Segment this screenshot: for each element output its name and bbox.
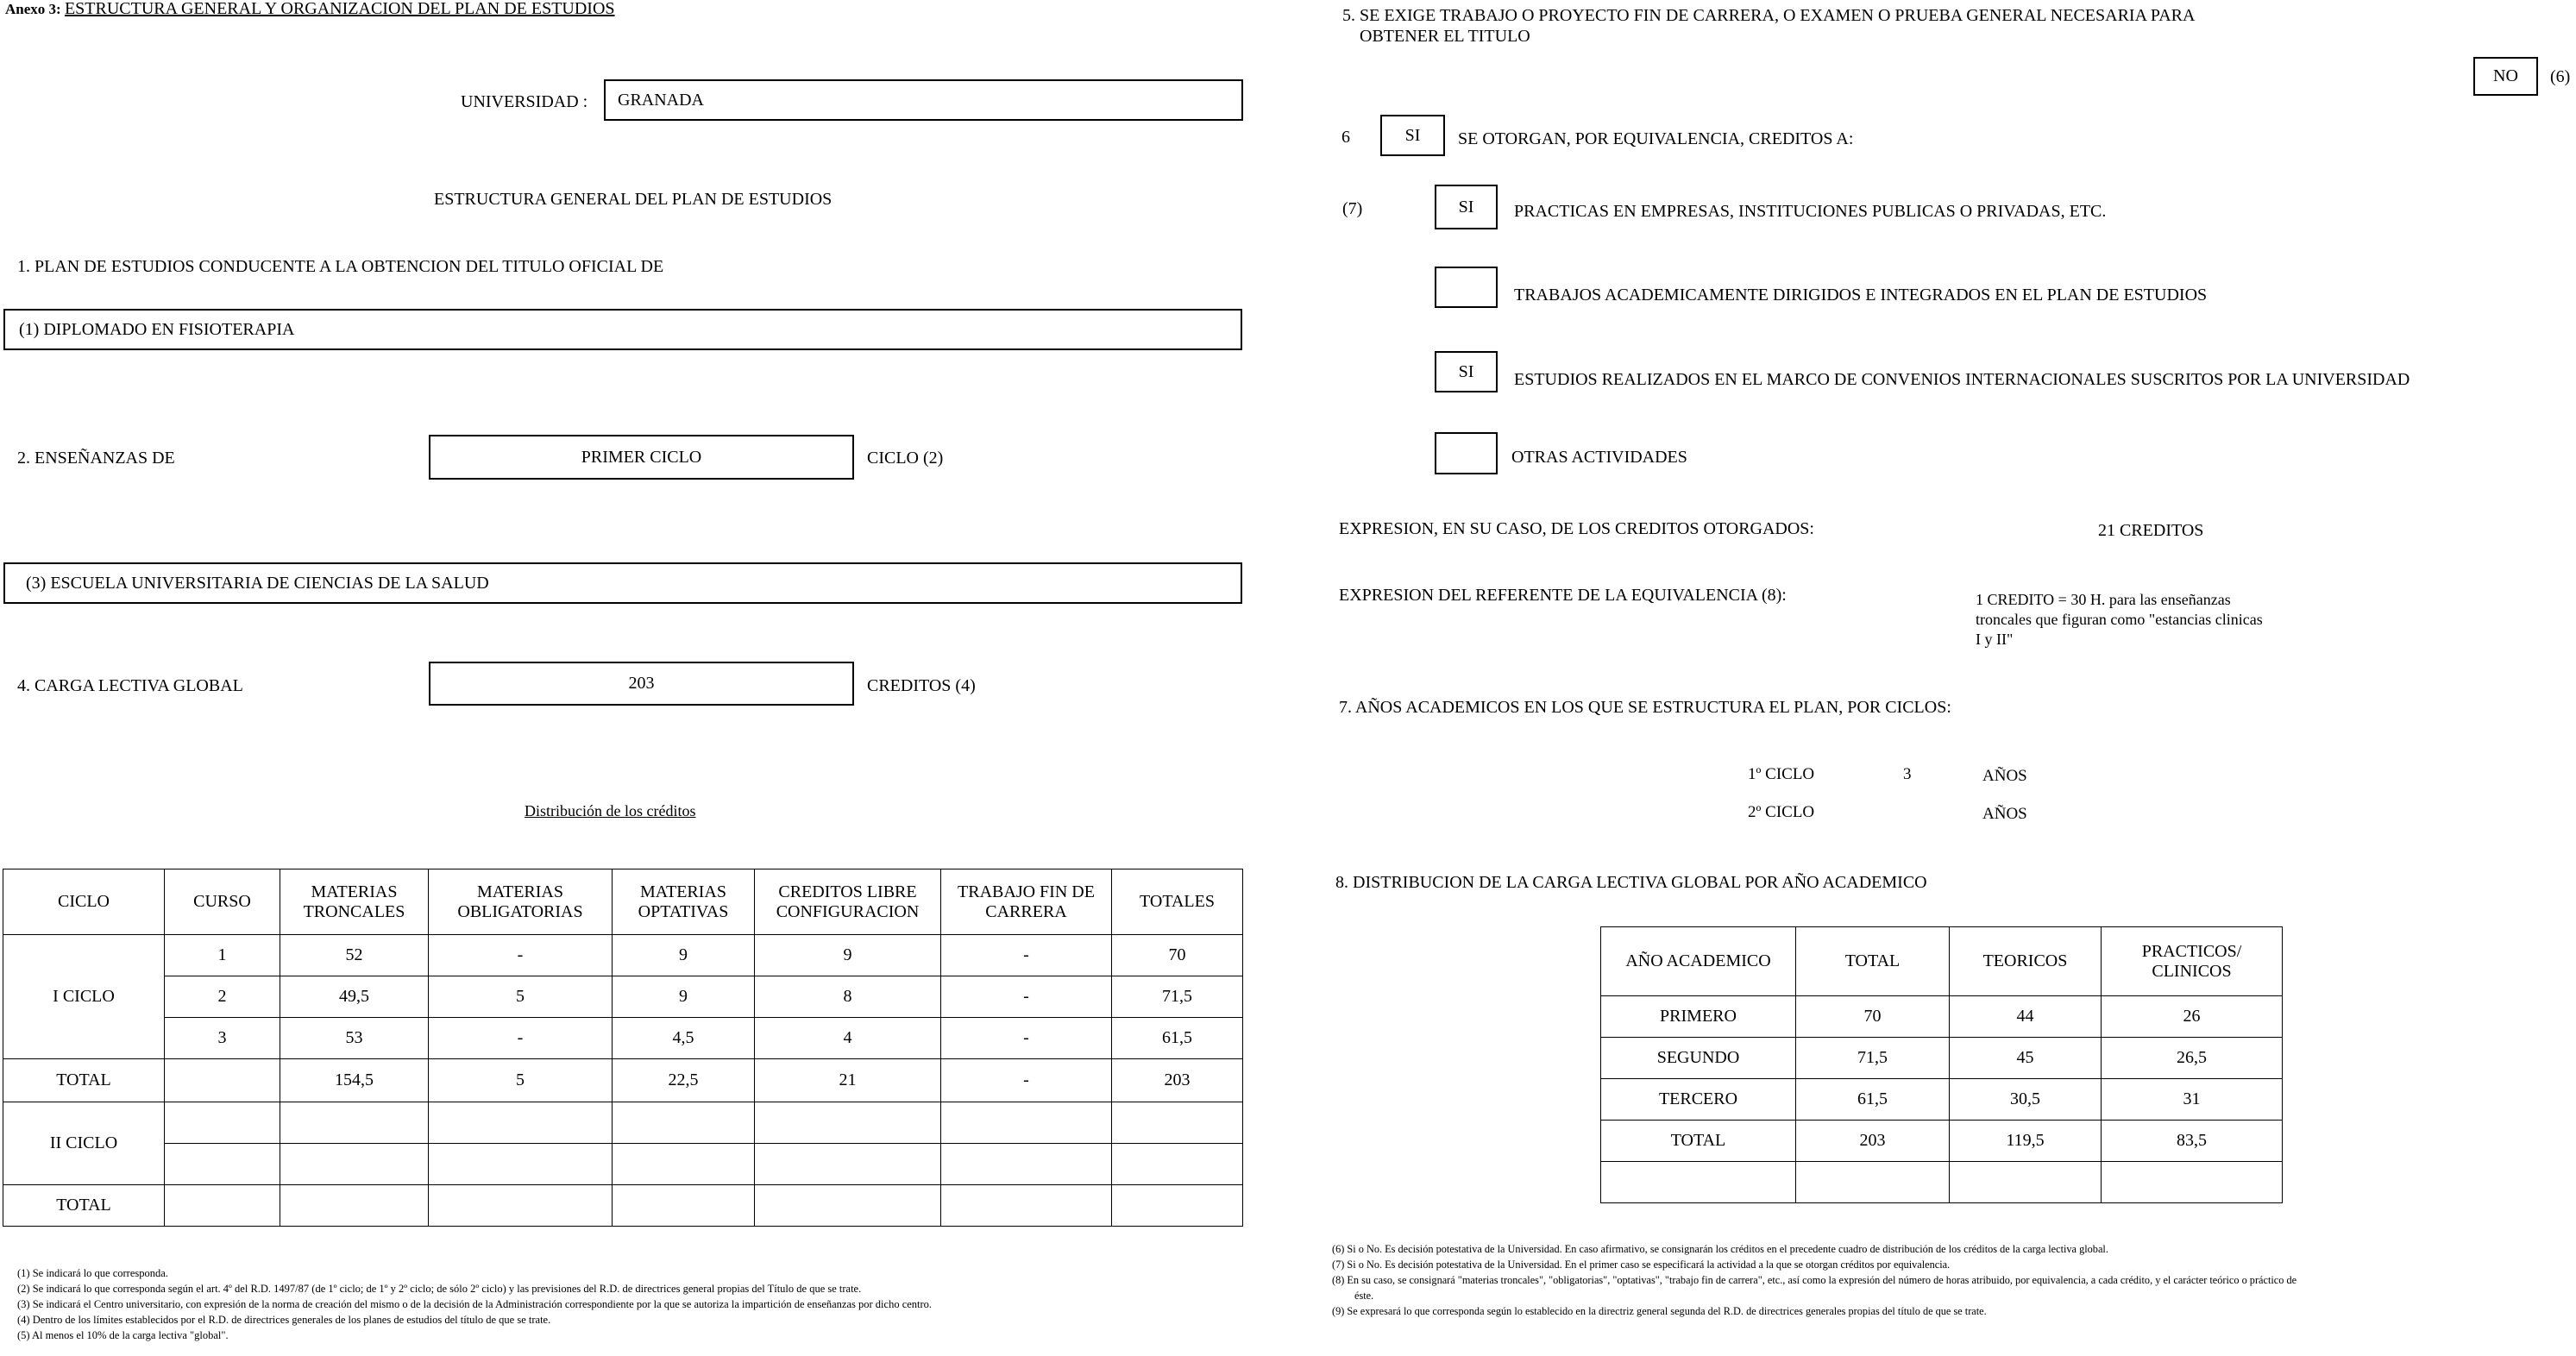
table-cell: [1601, 1162, 1796, 1203]
activity-label-4: OTRAS ACTIVIDADES: [1511, 448, 1687, 467]
table-cell: [613, 1144, 755, 1185]
table-cell: 45: [1950, 1038, 2102, 1079]
table-cell: [1112, 1144, 1243, 1185]
table-cell: 22,5: [613, 1059, 755, 1102]
activity-label-1: PRACTICAS EN EMPRESAS, INSTITUCIONES PUBLICAS O PRIVADAS, ETC.: [1514, 202, 2107, 221]
table-cell: 5: [429, 976, 613, 1018]
final-project-field: NO: [2473, 57, 2538, 96]
table-cell: [429, 1185, 613, 1227]
table-cell: 2: [165, 976, 280, 1018]
item2-label: 2. ENSEÑANZAS DE: [17, 449, 175, 468]
item6-label: SE OTORGAN, POR EQUIVALENCIA, CREDITOS A:: [1458, 129, 1854, 148]
footnote: (1) Se indicará lo que corresponda.: [17, 1267, 168, 1279]
equivalence-line2: troncales que figuran como "estancias clinicas: [1976, 611, 2263, 628]
col-header: CURSO: [165, 869, 280, 935]
table-cell: [755, 1102, 941, 1144]
table-cell: -: [941, 935, 1112, 976]
credits-distribution-table: [3, 869, 1243, 1227]
table-cell: 9: [613, 976, 755, 1018]
col-header: CICLO: [3, 869, 165, 935]
table-cell: 61,5: [1796, 1079, 1950, 1121]
footnote: (4) Dentro de los límites establecidos por el R.D. de directrices generales de los planes de estudios del título de que se trate.: [17, 1314, 551, 1326]
table-cell: 3: [165, 1018, 280, 1059]
table-cell: -: [941, 1059, 1112, 1102]
table-cell: 31: [2102, 1079, 2283, 1121]
table-cell: -: [429, 1018, 613, 1059]
table-cell: [165, 1102, 280, 1144]
footnote: (9) Se expresará lo que corresponda según lo establecido en la directriz general segunda del R.D. de directrices generales propias del título de que se trate.: [1332, 1305, 1987, 1317]
col-header: PRACTICOS/ CLINICOS: [2102, 927, 2283, 996]
table-cell: [941, 1102, 1112, 1144]
col-header: MATERIAS OPTATIVAS: [613, 869, 755, 935]
table-row: [3, 1102, 1243, 1144]
table-cell: 71,5: [1112, 976, 1243, 1018]
item5-line1: 5. SE EXIGE TRABAJO O PROYECTO FIN DE CARRERA, O EXAMEN O PRUEBA GENERAL NECESARIA PARA: [1342, 6, 2196, 25]
table-cell: 5: [429, 1059, 613, 1102]
table-cell: [613, 1185, 755, 1227]
footnote: (3) Se indicará el Centro universitario, con expresión de la norma de creación del mismo o de la decisión de la Administración correspondiente por la que se autoriza la impartición de enseñanzas por dicho centro.: [17, 1298, 933, 1310]
table-cell: [429, 1144, 613, 1185]
university-label: UNIVERSIDAD :: [461, 92, 588, 111]
table-cell: [941, 1144, 1112, 1185]
annex-label: [5, 0, 615, 19]
table-cell: [165, 1185, 280, 1227]
table-row: [1601, 1079, 2283, 1121]
table-cell: [429, 1102, 613, 1144]
university-field: GRANADA: [604, 79, 1243, 121]
footnote: (2) Se indicará lo que corresponda según el art. 4º del R.D. 1497/87 (de 1º ciclo; de 1º y 2º ciclo; de sólo 2º ciclo) y las previsiones del R.D. de directrices general propias del Título de que se trate.: [17, 1283, 862, 1295]
table-cell: [1950, 1162, 2102, 1203]
section-title: ESTRUCTURA GENERAL DEL PLAN DE ESTUDIOS: [434, 190, 832, 209]
activity-field-2: [1435, 267, 1498, 308]
table-cell: [280, 1185, 429, 1227]
school-field: (3) ESCUELA UNIVERSITARIA DE CIENCIAS DE LA SALUD: [3, 562, 1242, 604]
table-cell: SEGUNDO: [1601, 1038, 1796, 1079]
table-cell: [165, 1059, 280, 1102]
cycle2-label: 2º CICLO: [1748, 803, 1815, 821]
table-cell: 21: [755, 1059, 941, 1102]
item5-label: [1342, 5, 2195, 47]
note-7: (7): [1342, 199, 1363, 218]
table-cell: 203: [1112, 1059, 1243, 1102]
cycle1-years: 3: [1903, 765, 1912, 783]
activity-label-2: TRABAJOS ACADEMICAMENTE DIRIGIDOS E INTEGRADOS EN EL PLAN DE ESTUDIOS: [1514, 286, 2208, 304]
footnotes-left: [17, 1265, 932, 1343]
footnote: (5) Al menos el 10% de la carga lectiva "global".: [17, 1329, 229, 1341]
table-cell: [2102, 1162, 2283, 1203]
table-cell: [755, 1185, 941, 1227]
equivalence-line1: 1 CREDITO = 30 H. para las enseñanzas: [1976, 591, 2231, 608]
item2-suffix: CICLO (2): [867, 449, 944, 468]
table-cell: 70: [1112, 935, 1243, 976]
cycle-cell: II CICLO: [3, 1102, 165, 1185]
table-cell: 71,5: [1796, 1038, 1950, 1079]
footnote: éste.: [1354, 1290, 1374, 1302]
table-row: [3, 1018, 1243, 1059]
table-cell: TERCERO: [1601, 1079, 1796, 1121]
table-row: [1601, 996, 2283, 1038]
table-cell: 30,5: [1950, 1079, 2102, 1121]
table-cell: 4,5: [613, 1018, 755, 1059]
table-cell: 1: [165, 935, 280, 976]
footnote: (8) En su caso, se consignará "materias troncales", "obligatorias", "optativas", "trabajo fin de carrera", etc., así como la expresión del número de horas atribuido, por equivalencia, a cada crédito, y el carácter teórico o práctico de: [1332, 1274, 2297, 1286]
annual-load-table: [1600, 926, 2283, 1203]
item5-line2: OBTENER EL TITULO: [1360, 27, 1530, 46]
annex-title: ESTRUCTURA GENERAL Y ORGANIZACION DEL PLAN DE ESTUDIOS: [64, 0, 615, 18]
table-cell: [1112, 1102, 1243, 1144]
footnotes-right: [1332, 1241, 2296, 1319]
table-cell: -: [941, 1018, 1112, 1059]
footnote: (7) Si o No. Es decisión potestativa de la Universidad. En el primer caso se especificará la actividad a la que se otorgan créditos por equivalencia.: [1332, 1259, 1951, 1271]
credits-expr-value: 21 CREDITOS: [2098, 521, 2204, 540]
note-6: (6): [2550, 67, 2571, 86]
footnote: (6) Si o No. Es decisión potestativa de la Universidad. En caso afirmativo, se consignarán los créditos en el precedente cuadro de distribución de los créditos de la carga lectiva global.: [1332, 1243, 2108, 1255]
table-cell: 4: [755, 1018, 941, 1059]
col-header: TEORICOS: [1950, 927, 2102, 996]
credits-expr-label: EXPRESION, EN SU CASO, DE LOS CREDITOS OTORGADOS:: [1339, 519, 1814, 538]
cycle1-label: 1º CICLO: [1748, 765, 1815, 783]
col-header: TOTAL: [1796, 927, 1950, 996]
total-label: TOTAL: [3, 1059, 165, 1102]
table-cell: [280, 1144, 429, 1185]
col-header: MATERIAS OBLIGATORIAS: [429, 869, 613, 935]
table-cell: [1112, 1185, 1243, 1227]
item4-suffix: CREDITOS (4): [867, 676, 976, 695]
table-cell: 44: [1950, 996, 2102, 1038]
table-cell: 61,5: [1112, 1018, 1243, 1059]
item4-label: 4. CARGA LECTIVA GLOBAL: [17, 676, 243, 695]
table-cell: -: [429, 935, 613, 976]
cycle2-unit: AÑOS: [1982, 805, 2027, 823]
table-cell: [755, 1144, 941, 1185]
table-cell: PRIMERO: [1601, 996, 1796, 1038]
table-total-row: [1601, 1121, 2283, 1162]
table-cell: -: [941, 976, 1112, 1018]
annex-number: Anexo 3:: [5, 1, 61, 17]
col-header: TOTALES: [1112, 869, 1243, 935]
col-header: CREDITOS LIBRE CONFIGURACION: [755, 869, 941, 935]
col-header: TRABAJO FIN DE CARRERA: [941, 869, 1112, 935]
total-label: TOTAL: [3, 1185, 165, 1227]
table-cell: 9: [755, 935, 941, 976]
table-cell: 53: [280, 1018, 429, 1059]
table-cell: 26: [2102, 996, 2283, 1038]
table-cell: 83,5: [2102, 1121, 2283, 1162]
table-cell: 119,5: [1950, 1121, 2102, 1162]
degree-title-field: (1) DIPLOMADO EN FISIOTERAPIA: [3, 309, 1242, 350]
table-cell: TOTAL: [1601, 1121, 1796, 1162]
activity-field-4: [1435, 432, 1498, 474]
table-cell: 49,5: [280, 976, 429, 1018]
cycle1-unit: AÑOS: [1982, 767, 2027, 785]
table-cell: 203: [1796, 1121, 1950, 1162]
activity-field-1: SI: [1435, 185, 1498, 229]
table-cell: 154,5: [280, 1059, 429, 1102]
item7b-label: 7. AÑOS ACADEMICOS EN LOS QUE SE ESTRUCTURA EL PLAN, POR CICLOS:: [1339, 698, 1951, 717]
table-cell: 52: [280, 935, 429, 976]
table-cell: 9: [613, 935, 755, 976]
table-row: [1601, 1162, 2283, 1203]
table-cell: 70: [1796, 996, 1950, 1038]
table-cell: [941, 1185, 1112, 1227]
col-header: MATERIAS TRONCALES: [280, 869, 429, 935]
equivalence-line3: I y II": [1976, 631, 2014, 648]
col-header: AÑO ACADEMICO: [1601, 927, 1796, 996]
distribution-caption: Distribución de los créditos: [525, 802, 696, 819]
global-load-field: 203: [429, 662, 854, 706]
table-cell: 26,5: [2102, 1038, 2283, 1079]
table-cell: 8: [755, 976, 941, 1018]
table-header-row: [1601, 927, 2283, 996]
table-header-row: [3, 869, 1243, 935]
activity-label-3: ESTUDIOS REALIZADOS EN EL MARCO DE CONVENIOS INTERNACIONALES SUSCRITOS POR LA UNIVERSIDAD: [1514, 370, 2410, 389]
item1-label: 1. PLAN DE ESTUDIOS CONDUCENTE A LA OBTENCION DEL TITULO OFICIAL DE: [17, 257, 664, 276]
table-row: [3, 976, 1243, 1018]
table-total-row: [3, 1185, 1243, 1227]
equivalence-credits-field: SI: [1380, 115, 1445, 156]
table-row: [3, 935, 1243, 976]
table-row: [3, 1144, 1243, 1185]
cycle-cell: I CICLO: [3, 935, 165, 1059]
table-cell: [613, 1102, 755, 1144]
table-cell: [1796, 1162, 1950, 1203]
equivalence-value: [1976, 590, 2263, 650]
item8-label: 8. DISTRIBUCION DE LA CARGA LECTIVA GLOBAL POR AÑO ACADEMICO: [1335, 873, 1927, 892]
equivalence-label: EXPRESION DEL REFERENTE DE LA EQUIVALENCIA (8):: [1339, 586, 1787, 605]
table-row: [1601, 1038, 2283, 1079]
teaching-cycle-field: PRIMER CICLO: [429, 435, 854, 480]
table-cell: [165, 1144, 280, 1185]
item6-number: 6: [1341, 128, 1350, 147]
table-total-row: [3, 1059, 1243, 1102]
table-cell: [280, 1102, 429, 1144]
activity-field-3: SI: [1435, 351, 1498, 392]
